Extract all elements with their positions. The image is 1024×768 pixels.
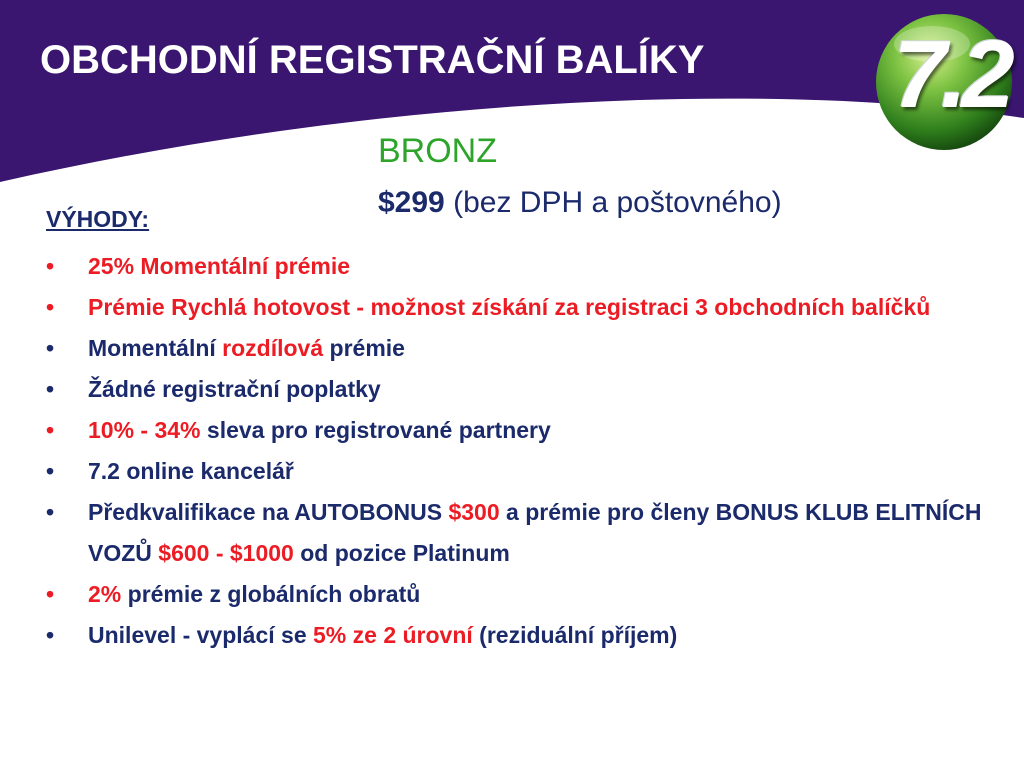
bullet-icon: • [46, 294, 55, 320]
benefit-text: 25% Momentální prémie [88, 253, 351, 279]
benefit-text: 10% - 34% [88, 417, 201, 443]
benefit-item [46, 287, 1006, 328]
benefit-text: (reziduální příjem) [472, 622, 678, 648]
page-title: OBCHODNÍ REGISTRAČNÍ BALÍKY [40, 38, 705, 82]
package-price: $299 [378, 186, 445, 219]
benefit-text: $300 [448, 499, 500, 525]
bullet-icon: • [46, 335, 55, 361]
benefits-heading: VÝHODY: [46, 206, 150, 232]
benefit-item [46, 246, 1006, 287]
package-price-note: (bez DPH a poštovného) [453, 186, 782, 219]
benefit-item [46, 492, 1006, 574]
benefit-text: od pozice Platinum [293, 540, 510, 566]
benefit-item [46, 328, 1006, 369]
bullet-icon: • [46, 622, 55, 648]
benefits-list [46, 246, 1006, 656]
bullet-icon: • [46, 417, 55, 443]
title-banner [0, 0, 1024, 200]
benefit-text: $600 - $1000 [158, 540, 294, 566]
benefit-item [46, 369, 1006, 410]
logo-text: 7.2 [893, 21, 1009, 128]
benefit-text: rozdílová [222, 335, 324, 361]
benefit-text: prémie z globálních obratů [121, 581, 421, 607]
bullet-icon: • [46, 499, 55, 525]
benefit-text: sleva pro registrované partnery [200, 417, 551, 443]
benefit-item [46, 574, 1006, 615]
benefit-item [46, 451, 1006, 492]
bullet-icon: • [46, 458, 55, 484]
bullet-icon: • [46, 376, 55, 402]
benefit-text: Unilevel - vyplácí se [88, 622, 314, 648]
benefit-item [46, 410, 1006, 451]
benefit-item [46, 615, 1006, 656]
benefit-text: 7.2 online kancelář [88, 458, 294, 484]
benefit-text: prémie [323, 335, 405, 361]
benefit-text: Prémie Rychlá hotovost - možnost získání za registraci 3 obchodních balíčků [88, 294, 931, 320]
benefit-text: Žádné registrační poplatky [88, 376, 381, 402]
benefit-text: a prémie pro členy BONUS KLUB ELITNÍCH VOZŮ [88, 499, 982, 566]
benefit-text: 2% [88, 581, 122, 607]
benefit-text: Momentální [88, 335, 223, 361]
benefit-text: 5% ze 2 úrovní [313, 622, 473, 648]
bullet-icon: • [46, 581, 55, 607]
package-price-line [378, 186, 782, 220]
bullet-icon: • [46, 253, 55, 279]
package-name: BRONZ [378, 132, 497, 170]
benefit-text: Předkvalifikace na AUTOBONUS [88, 499, 449, 525]
